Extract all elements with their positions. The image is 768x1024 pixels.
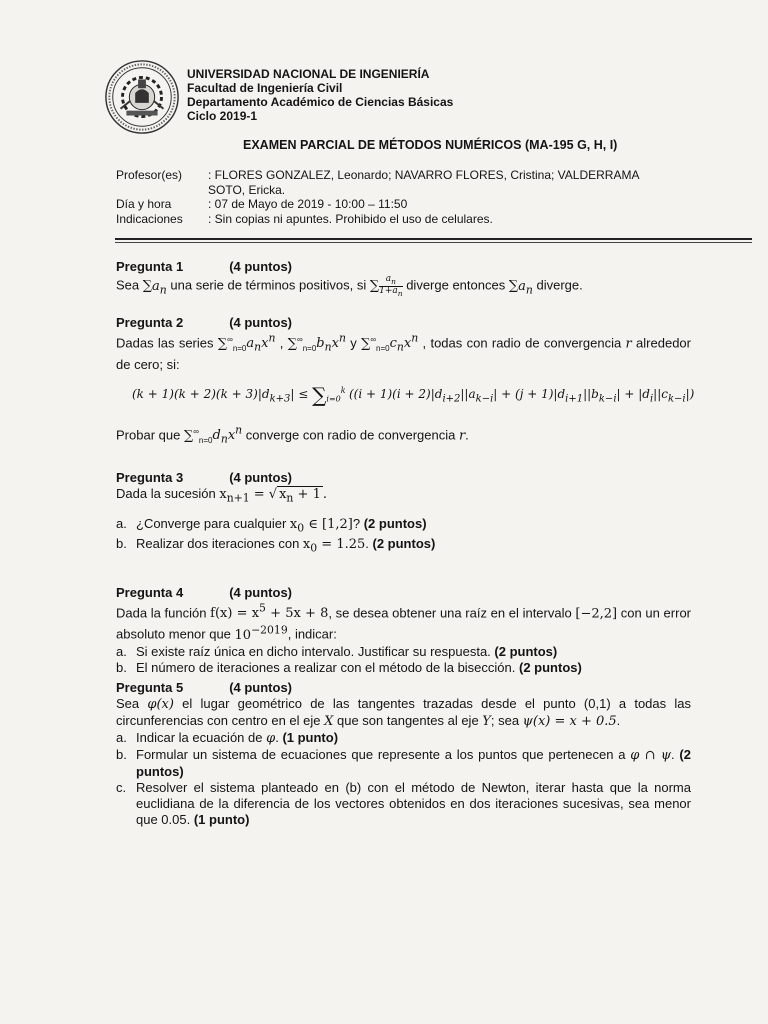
question-2-title: Pregunta 2 xyxy=(116,315,184,330)
instructions-value: : Sin copias ni apuntes. Prohibido el uso de celulares. xyxy=(208,211,493,226)
header-divider-thin xyxy=(115,242,752,243)
question-5-text: Sea φ(x) el lugar geométrico de las tangentes trazadas desde el punto (0,1) a todas las circunferencias con centro en el eje X que son tangentes al eje Y; sea ψ(x) = x + 0.5. xyxy=(116,696,691,729)
question-5-heading xyxy=(116,680,691,696)
question-1-heading xyxy=(116,259,691,275)
instructions-label: Indicaciones xyxy=(116,211,183,226)
professor-row xyxy=(116,168,678,197)
professor-value: : FLORES GONZALEZ, Leonardo; NAVARRO FLORES, Cristina; VALDERRAMA SOTO, Ericka. xyxy=(208,168,639,197)
faculty-name: Facultad de Ingeniería Civil xyxy=(187,81,343,95)
question-4-item-a: a. Si existe raíz única en dicho intervalo. Justificar su respuesta. (2 puntos) xyxy=(116,643,558,659)
question-2-text: Dadas las series $\sum^\infty_{n=0}a_nx^n$ , $\sum^\infty_{n=0}b_nx^n$ y $\sum^\infty_{n=0}c_nx^n$ , todas con radio de convergencia r alrededor de cero; si: xyxy=(116,332,691,372)
question-1-title: Pregunta 1 xyxy=(116,259,184,274)
date-row xyxy=(116,197,678,212)
question-4-title: Pregunta 4 xyxy=(116,585,184,600)
question-5-title: Pregunta 5 xyxy=(116,680,184,695)
question-3-item-b: b. Realizar dos iteraciones con $x_0 = 1.25$. (2 puntos) xyxy=(116,536,436,555)
question-3-heading xyxy=(116,470,691,486)
question-2 xyxy=(116,315,691,373)
university-name: UNIVERSIDAD NACIONAL DE INGENIERÍA xyxy=(187,67,430,81)
question-1-points: (4 puntos) xyxy=(229,259,293,274)
question-4-item-b: b. El número de iteraciones a realizar con el método de la bisección. (2 puntos) xyxy=(116,659,582,675)
question-3-points: (4 puntos) xyxy=(229,470,293,485)
date-value: : 07 de Mayo de 2019 - 10:00 – 11:50 xyxy=(208,197,408,211)
question-1-text: Sea $\sum a_n$ una serie de términos positivos, si ∑ $\frac{a_n}{1+a_n}$ diverge entonces $\sum a_n$ diverge. xyxy=(116,274,583,298)
question-4-heading xyxy=(116,585,691,601)
question-2-heading xyxy=(116,315,691,331)
question-3-text: Dada la sucesión $x_{n+1}$ = √ $x_n + 1$ . xyxy=(116,486,327,505)
cycle: Ciclo 2019-1 xyxy=(187,109,258,123)
question-2-conclusion: Probar que $\sum^\infty_{n=0}d_nx^n$ converge con radio de convergencia r. xyxy=(116,424,469,446)
question-3-title: Pregunta 3 xyxy=(116,470,184,485)
question-3 xyxy=(116,470,691,557)
professor-label: Profesor(es) xyxy=(116,168,183,182)
question-5-points: (4 puntos) xyxy=(229,680,293,695)
question-4-text: Dada la función $f(x) = x^5 + 5x + 8$, se desea obtener una raíz en el intervalo [−2,2] con un error absoluto menor que $10^{-2019}$, indicar: xyxy=(116,602,691,643)
exam-title: EXAMEN PARCIAL DE MÉTODOS NUMÉRICOS (MA-195 G, H, I) xyxy=(243,138,618,152)
institution-block xyxy=(187,67,453,123)
question-2-points: (4 puntos) xyxy=(229,315,293,330)
question-5 xyxy=(116,680,691,828)
department-name: Departamento Académico de Ciencias Básicas xyxy=(187,95,454,109)
university-seal-icon xyxy=(103,58,181,136)
question-5-item-c: c. Resolver el sistema planteado en (b) con el método de Newton, iterar hasta que la norma euclidiana de la diferencia de los vectores obtenidos en dos iteraciones sucesivas, sea menor que 0.05. (1 punto) xyxy=(116,780,691,827)
question-5-item-a: a. Indicar la ecuación de φ. (1 punto) xyxy=(116,730,339,746)
date-label: Día y hora xyxy=(116,197,172,211)
question-4 xyxy=(116,585,691,676)
header-divider xyxy=(115,238,752,240)
question-2-inequality: $(k + 1)(k + 2)(k + 3)|d_{k+3}| \le \sum_{i=0}^k$ $((i + 1)(i + 2)|d_{i+2}||a_{k-i}| + (j + 1)|d_{i+1}||b_{k-i}| + |d_i||c_{k-i}|)$ xyxy=(132,383,695,407)
question-3-item-a: a. ¿Converge para cualquier $x_0$ ∈ [1,2]? (2 puntos) xyxy=(116,515,427,535)
exam-info xyxy=(116,168,678,226)
question-1 xyxy=(116,259,691,298)
question-4-points: (4 puntos) xyxy=(229,585,293,600)
instructions-row xyxy=(116,212,678,227)
question-5-item-b: b. Formular un sistema de ecuaciones que represente a los puntos que pertenecen a φ ∩ ψ. (2 puntos) xyxy=(116,747,691,779)
